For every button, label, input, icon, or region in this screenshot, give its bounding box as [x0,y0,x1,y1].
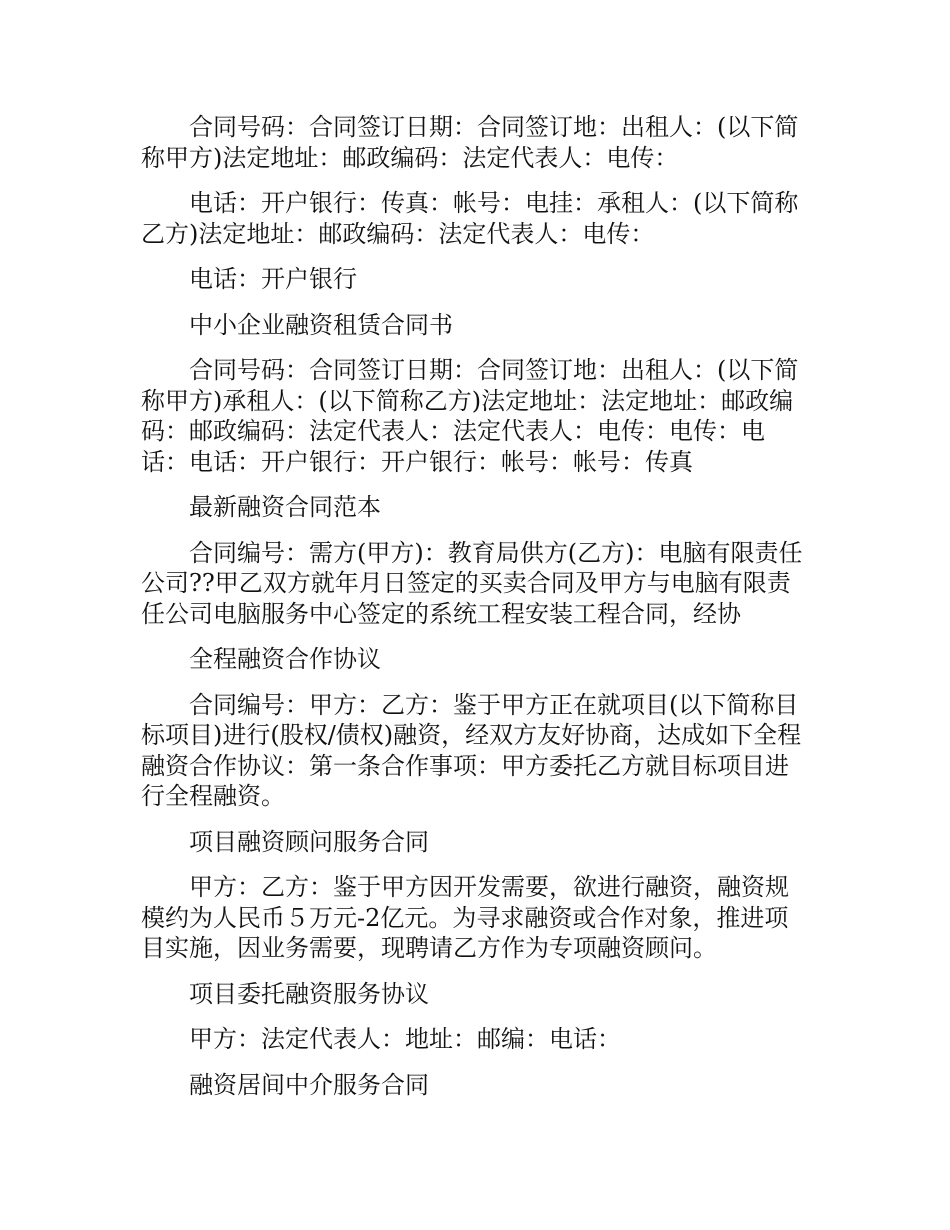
paragraph-lessor-info: 合同号码：合同签订日期：合同签订地：出租人：(以下简称甲方)法定地址：邮政编码：法定代表人：电传： [141,113,799,172]
heading-financing-template: 最新融资合同范本 [189,493,381,521]
heading-advisory-contract: 项目融资顾问服务合同 [189,827,429,856]
paragraph-advisory-contract: 甲方：乙方：鉴于甲方因开发需要，欲进行融资，融资规模约为人民币５万元-2亿元。为寻求融资或合作对象，推进项目实施，因业务需要，现聘请乙方作为专项融资顾问。 [141,873,789,962]
document-body [141,112,809,1115]
heading-intermediary-contract: 融资居间中介服务合同 [189,1070,429,1099]
heading-full-financing-agreement: 全程融资合作协议 [189,645,381,673]
heading-entrusted-financing: 项目委托融资服务协议 [189,979,429,1008]
paragraph-sme-lease-details: 合同号码：合同签订日期：合同签订地：出租人：(以下简称甲方)承租人：(以下简称乙方)法定地址：法定地址：邮政编码：邮政编码：法定代表人：法定代表人：电传：电传：电话：电话：开户银行：开户银行：帐号：帐号：传真 [141,356,799,476]
paragraph-bank-info: 电话：开户银行 [189,265,357,293]
paragraph-full-financing-agreement: 合同编号：甲方：乙方：鉴于甲方正在就项目(以下简称目标项目)进行(股权/债权)融资，经双方友好协商，达成如下全程融资合作协议：第一条合作事项：甲方委托乙方就目标项目进行全程融资。 [141,690,802,810]
paragraph-financing-template: 合同编号：需方(甲方)：教育局供方(乙方)：电脑有限责任公司??甲乙双方就年月日签定的买卖合同及甲方与电脑有限责任公司电脑服务中心签定的系统工程安装工程合同，经协 [141,538,803,628]
paragraph-lessee-info: 电话：开户银行：传真：帐号：电挂：承租人：(以下简称乙方)法定地址：邮政编码：法定代表人：电传： [141,189,799,248]
paragraph-entrusted-financing: 甲方：法定代表人：地址：邮编：电话： [189,1025,621,1053]
heading-sme-lease-contract: 中小企业融资租赁合同书 [189,310,453,339]
